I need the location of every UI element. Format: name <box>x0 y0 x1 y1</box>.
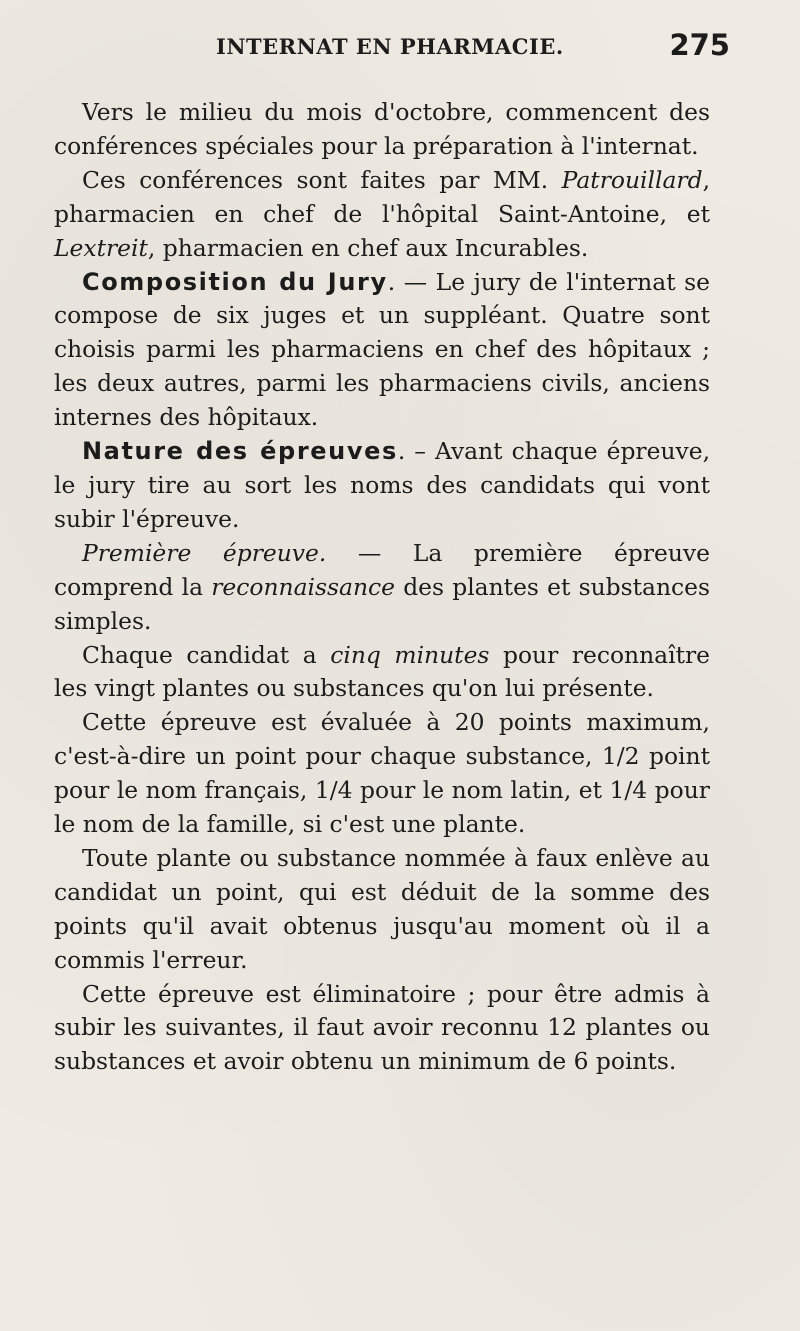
section-heading-epreuves: Nature des épreuves <box>82 437 398 466</box>
paragraph-2-text-1: Ces conférences sont faites par MM. <box>82 165 562 194</box>
paragraph-1-text: Vers le milieu du mois d'octobre, commencent des conférences spéciales pour la préparation à l'internat. <box>54 98 710 160</box>
paragraph-7-text: Cette épreuve est évaluée à 20 points maximum, c'est-à-dire un point pour chaque substance, 1/2 point pour le nom français, 1/4 pour le nom latin, et 1/4 pour le nom de la famille, si c'est une plante. <box>54 708 710 839</box>
section-heading-jury: Composition du Jury <box>82 267 388 296</box>
paragraph-3-text: . — Le jury de l'internat se compose de six juges et un suppléant. Quatre sont choisis parmi les pharmaciens en chef des hôpitaux ; les deux autres, parmi les pharmaciens civils, anciens internes des hôpitaux. <box>54 267 711 432</box>
paragraph-4 <box>54 435 710 537</box>
paragraph-5 <box>54 537 710 639</box>
paragraph-6-text-1: Chaque candidat a <box>82 640 331 669</box>
paragraph-6 <box>54 639 710 707</box>
person-name-lextreit: Lextreit <box>54 233 148 262</box>
paragraph-5-text-1: — La première épreuve comprend la <box>54 538 710 601</box>
paragraph-7 <box>54 706 710 842</box>
paragraph-6-text-2: pour reconnaître les vingt plantes ou substances qu'on lui présente. <box>54 640 711 703</box>
emphasis-reconnaissance: reconnaissance <box>211 572 395 601</box>
paragraph-2-text-3: , pharmacien en chef aux Incurables. <box>147 233 589 262</box>
paragraph-2 <box>54 164 710 266</box>
paragraph-3 <box>54 266 710 436</box>
paragraph-8-text: Toute plante ou substance nommée à faux enlève au candidat un point, qui est déduit de la somme des points qu'il avait obtenus jusqu'au moment où il a commis l'erreur. <box>54 843 710 974</box>
person-name-patrouillard: Patrouillard <box>561 165 703 194</box>
running-title: INTERNAT EN PHARMACIE. <box>216 34 564 59</box>
emphasis-cinq-minutes: cinq minutes <box>330 640 490 669</box>
paragraph-2-text-2: , pharmacien en chef de l'hôpital Saint-Antoine, et <box>54 165 710 228</box>
running-header <box>54 24 730 68</box>
page-number: 275 <box>669 28 730 62</box>
body-text <box>54 96 710 1079</box>
paragraph-9-text: Cette épreuve est éliminatoire ; pour être admis à subir les suivantes, il faut avoir reconnu 12 plantes ou substances et avoir obtenu un minimum de 6 points. <box>54 979 710 1076</box>
paragraph-4-text: . – Avant chaque épreuve, le jury tire au sort les noms des candidats qui vont subir l'épreuve. <box>54 437 711 533</box>
subheading-premiere-epreuve: Première épreuve. <box>82 538 327 567</box>
paragraph-1 <box>54 96 710 164</box>
paragraph-5-text-2: des plantes et substances simples. <box>54 572 710 635</box>
paragraph-8 <box>54 842 710 978</box>
paragraph-9 <box>54 978 710 1080</box>
